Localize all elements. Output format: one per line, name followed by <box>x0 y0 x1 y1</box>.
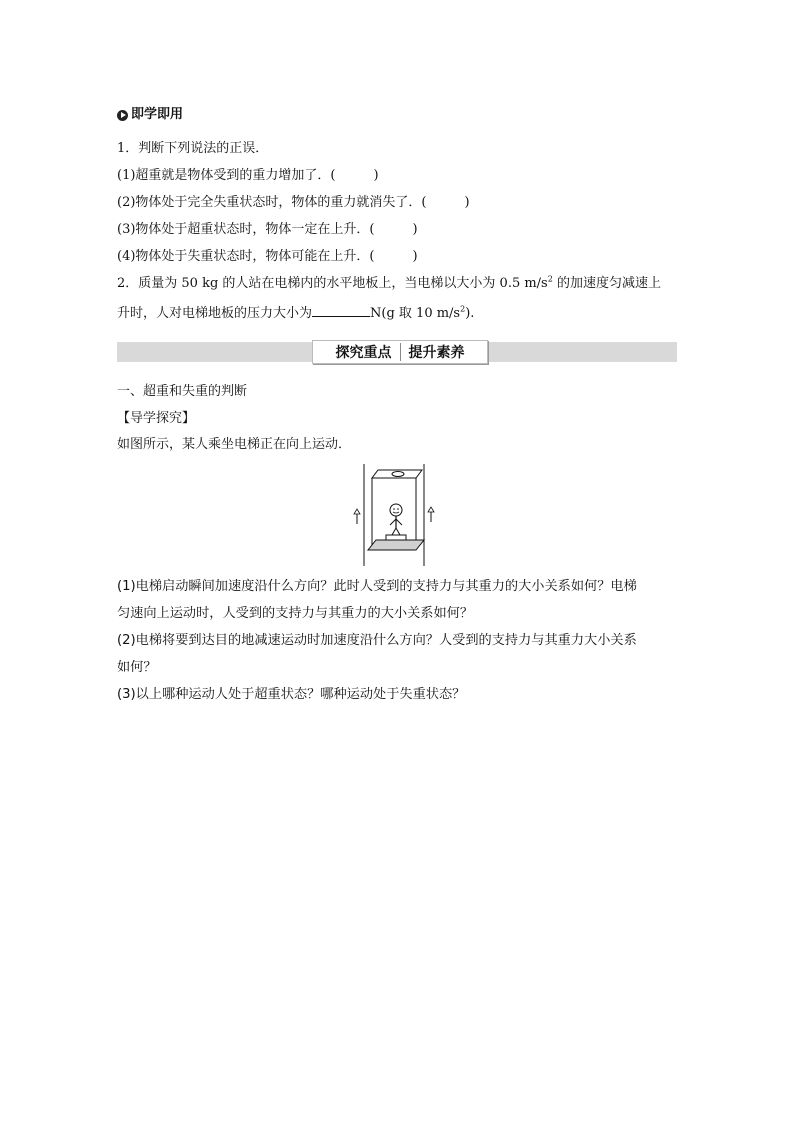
intro-text: 如图所示，某人乘坐电梯正在向上运动． <box>117 437 352 452</box>
section-title: 一、超重和失重的判断 <box>117 384 248 399</box>
section-banner: 探究重点 提升素养 <box>312 340 488 364</box>
guide-label: 【导学探究】 <box>117 411 196 426</box>
fill-in-blank <box>312 304 370 317</box>
elevator-figure <box>336 462 442 568</box>
question-1-stem: 1．判断下列说法的正误． <box>117 141 269 156</box>
inquiry-question-1: (1)电梯启动瞬间加速度沿什么方向？此时人受到的支持力与其重力的大小关系如何？电梯 匀速向上运动时，人受到的支持力与其重力的大小关系如何？ <box>117 579 637 621</box>
question-2-line-1: 2．质量为 50 kg 的人站在电梯内的水平地板上，当电梯以大小为 0.5 $m/s^2$ 的加速度匀减速上 <box>117 274 661 291</box>
inquiry-question-3: (3)以上哪种运动人处于超重状态？哪种运动处于失重状态？ <box>117 687 466 702</box>
practice-heading: 即学即用 <box>117 107 183 123</box>
judgement-item-3: (3)物体处于超重状态时，物体一定在上升．( ) <box>117 222 418 237</box>
judgement-item-1: (1)超重就是物体受到的重力增加了．( ) <box>117 168 379 183</box>
question-2-line-2: 升时，人对电梯地板的压力大小为 N(g 取 10 $m/s^2$). <box>117 304 475 321</box>
judgement-item-4: (4)物体处于失重状态时，物体可能在上升．( ) <box>117 249 418 264</box>
play-circle-icon <box>117 110 128 121</box>
judgement-item-2: (2)物体处于完全失重状态时，物体的重力就消失了．( ) <box>117 195 470 210</box>
inquiry-question-2: (2)电梯将要到达目的地减速运动时加速度沿什么方向？人受到的支持力与其重力大小关系 如何？ <box>117 633 637 675</box>
banner-divider <box>400 343 401 361</box>
